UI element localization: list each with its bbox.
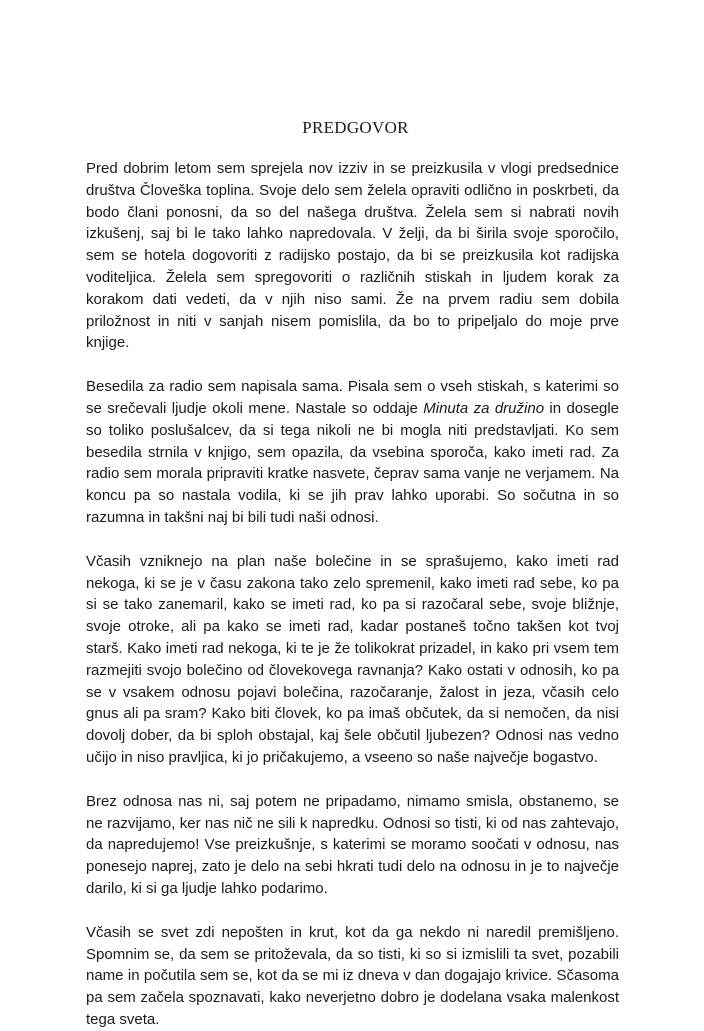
paragraph-2-text-before: Besedila za radio sem napisala sama. Pisala sem o vseh stiskah, s katerimi so se srečevali ljudje okoli mene. Nastale so oddaje (86, 378, 619, 417)
paragraph-2-text-after: in dosegle so toliko poslušalcev, da si tega nikoli ne bi mogla niti predstavljati. Ko sem besedila strnila v knjigo, sem opazila, da vsebina sporoča, kako imeti rad. Za radio sem morala pripraviti kratke nasvete, čeprav sama vanje ne verjamem. Na koncu pa so nastala vodila, ki se jih prav lahko uporabi. So sočutna in so razumna in takšni naj bi bili tudi naši odnosi. (86, 399, 619, 526)
paragraph-4: Brez odnosa nas ni, saj potem ne pripadamo, nimamo smisla, obstanemo, se ne razvijamo, ker nas nič ne sili k napredku. Odnosi so tisti, ki od nas zahtevajo, da napredujemo! Vse preizkušnje, s katerimi se moramo soočati v odnosu, nas ponesejo naprej, zato je delo na sebi hkrati tudi delo na odnosu in je to največje darilo, ki si ga ljudje lahko podarimo. (86, 792, 619, 897)
paragraph-3: Včasih vzniknejo na plan naše bolečine in se sprašujemo, kako imeti rad nekoga, ki se je v času zakona tako zelo spremenil, kako imeti rad sebe, ko pa si se tako zanemaril, kako se imeti rad, ko pa si razočaral sebe, svoje bližnje, svoje otroke, ali pa kako se imeti rad, kadar postaneš točno takšen kot tvoj starš. Kako imeti rad nekoga, ki te je že tolikokrat prizadel, in kako pri vsem tem razmejiti svojo bolečino od človekovega ravnanja? Kako ostati v odnosih, ko pa se v vsakem odnosu pojavi bolečina, razočaranje, žalost in jeza, včasih celo gnus ali pa sram? Kako biti človek, ko pa imaš občutek, da si nemočen, da nisi dovolj dober, da bi sploh obstajal, kaj šele občutil ljubezen? Odnosi nas vedno učijo in niso pravljica, ki jo pričakujemo, a vseeno so naše največje bogastvo. (86, 552, 619, 766)
radio-show-title: Minuta za družino (423, 399, 545, 417)
paragraph-5: Včasih se svet zdi nepošten in krut, kot da ga nekdo ni naredil premišljeno. Spomnim se, da sem se pritoževala, da so tisti, ki so si izmislili ta svet, pozabili name in počutila sem se, kot da se mi iz dneva v dan dogajajo krivice. Sčasoma pa sem začela spoznavati, kako neverjetno dobro je dodelana vsaka malenkost tega sveta. (86, 923, 619, 1028)
paragraph-1: Pred dobrim letom sem sprejela nov izziv in se preizkusila v vlogi predsednice društva Človeška toplina. Svoje delo sem želela opraviti odlično in poskrbeti, da bodo člani ponosni, da so del našega društva. Želela sem si nabrati novih izkušenj, saj bi le tako lahko napredovala. V želji, da bi širila svoje sporočilo, sem se hotela dogovoriti z radijsko postajo, da bi se preizkusila kot radijska voditeljica. Želela sem spregovoriti o različnih stiskah in ljudem korak za korakom dati vedeti, da v njih niso sami. Že na prvem radiu sem dobila priložnost in niti v sanjah nisem pomislila, da bo to pripeljalo do moje prve knjige. (86, 160, 619, 352)
page-title: PREDGOVOR (302, 118, 409, 137)
paragraph-2 (86, 376, 619, 529)
